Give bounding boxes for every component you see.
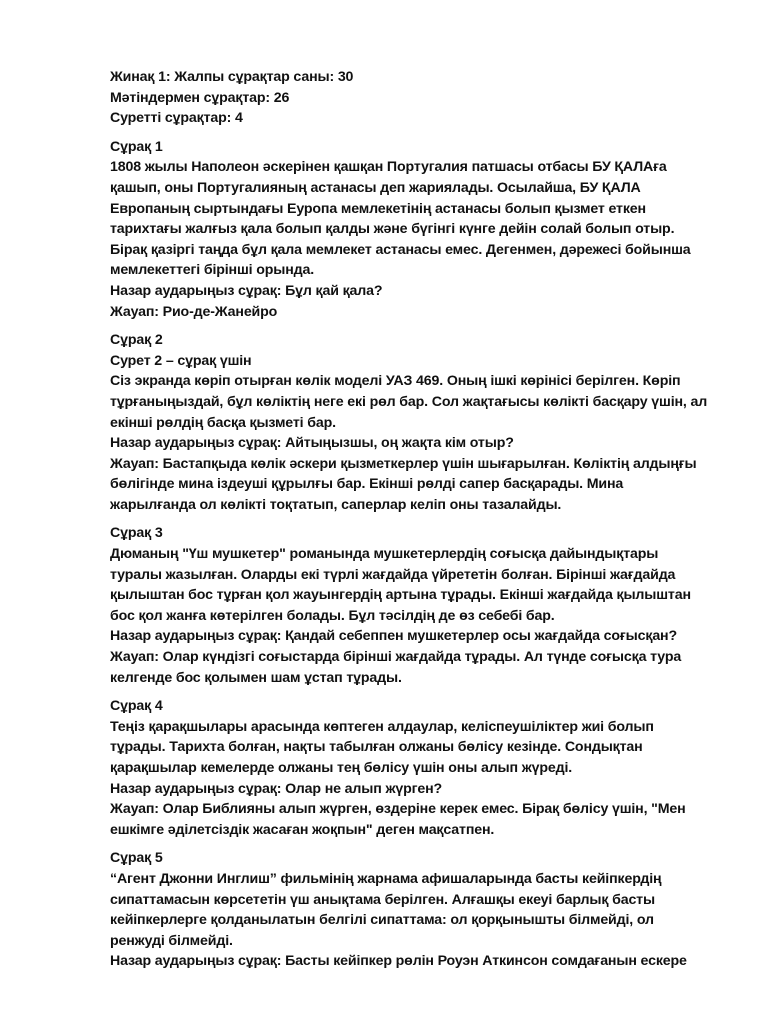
question-text: Сіз экранда көріп отырған көлік моделі УАЗ 469. Оның ішкі көрінісі берілген. Көріп тұрғаныңыздай, бұл көліктің неге екі рөл бар. Сол жақтағысы көлікті басқару үшін, ал екінші рөлдің басқа қызметі бар. <box>110 373 708 431</box>
question-text: Теңіз қарақшылары арасында көптеген алдаулар, келіспеушіліктер жиі болып тұрады. Тарихта болған, нақты табылған олжаны бөлісу кезінде. Сондықтан қарақшылар кемелерде олжаны тең бөлісу үшін оны алып жүреді. <box>110 718 654 776</box>
question-title: Сұрақ 4 <box>110 698 163 715</box>
picture-questions-count: Суретті сұрақтар: 4 <box>110 110 243 127</box>
question-answer: Жауап: Бастапқыда көлік әскери қызметкерлер үшін шығарылған. Көліктің алдыңғы бөлігінде мина іздеуші құрылғы бар. Екінші рөлді сапер басқарады. Мина жарылғанда ол көлікті тоқтатып, саперлар келіп оны тазалайды. <box>110 455 697 513</box>
question-4 <box>110 696 710 840</box>
question-title: Сұрақ 1 <box>110 138 163 155</box>
collection-summary <box>110 67 710 129</box>
question-prompt: Назар аударыңыз сұрақ: Олар не алып жүрген? <box>110 780 443 797</box>
question-prompt: Назар аударыңыз сұрақ: Бұл қай қала? <box>110 282 383 299</box>
question-1 <box>110 137 710 322</box>
question-5 <box>110 848 710 972</box>
collection-title: Жинақ 1: Жалпы сұрақтар саны: 30 <box>110 69 354 85</box>
question-answer: Жауап: Рио-де-Жанейро <box>110 303 278 320</box>
question-title: Сұрақ 2 <box>110 332 163 349</box>
question-prompt: Назар аударыңыз сұрақ: Басты кейіпкер рөлін Роуэн Аткинсон сомдағанын ескере <box>110 953 687 970</box>
question-answer: Жауап: Олар күндізгі соғыстарда бірінші жағдайда тұрады. Ал түнде соғысқа тура келгенде бос қолымен шам ұстап тұрады. <box>110 649 682 686</box>
question-3 <box>110 523 710 688</box>
question-text: 1808 жылы Наполеон әскерінен қашқан Португалия патшасы отбасы БУ ҚАЛАға қашып, оны Португалияның астанасы деп жариялады. Осылайша, БУ ҚАЛА Европаның сыртындағы Еуропа мемлекетінің астанасы болып қызмет еткен тарихтағы жалғыз қала болып қалды және бүгінгі күнге дейін солай болып отыр. Бірақ қазіргі таңда бұл қала мемлекет астанасы емес. Дегенмен, дәрежесі бойынша мемлекеттегі бірінші орында. <box>110 159 691 279</box>
document-page <box>110 67 710 980</box>
text-questions-count: Мәтіндермен сұрақтар: 26 <box>110 89 290 106</box>
question-text: “Агент Джонни Инглиш” фильмінің жарнама афишаларында басты кейіпкердің сипаттамасын көрсететін үш анықтама берілген. Алғашқы екеуі барлық басты кейіпкерлерге қолданылатын белгілі сипаттама: ол қорқынышты білмейді, ол ренжуді білмейді. <box>110 870 662 949</box>
question-title: Сұрақ 5 <box>110 850 163 867</box>
question-2 <box>110 330 710 515</box>
question-prompt: Назар аударыңыз сұрақ: Қандай себеппен мушкетерлер осы жағдайда соғысқан? <box>110 628 677 645</box>
question-subtitle: Сурет 2 – сұрақ үшін <box>110 352 252 369</box>
question-answer: Жауап: Олар Библияны алып жүрген, өздеріне керек емес. Бірақ бөлісу үшін, "Мен ешкімге әділетсіздік жасаған жоқпын" деген мақсатпен. <box>110 801 686 838</box>
question-text: Дюманың "Үш мушкетер" романында мушкетерлердің соғысқа дайындықтары туралы жазылған. Оларды екі түрлі жағдайда үйрететін болған. Бірінші жағдайда қылыштан бос тұрған қол жауынгердің артына тұрады. Екінші жағдайда қылыштан бос қол жанға көтерілген болады. Бұл тәсілдің де өз себебі бар. <box>110 546 691 624</box>
question-title: Сұрақ 3 <box>110 525 163 542</box>
question-prompt: Назар аударыңыз сұрақ: Айтыңызшы, оң жақта кім отыр? <box>110 435 514 452</box>
